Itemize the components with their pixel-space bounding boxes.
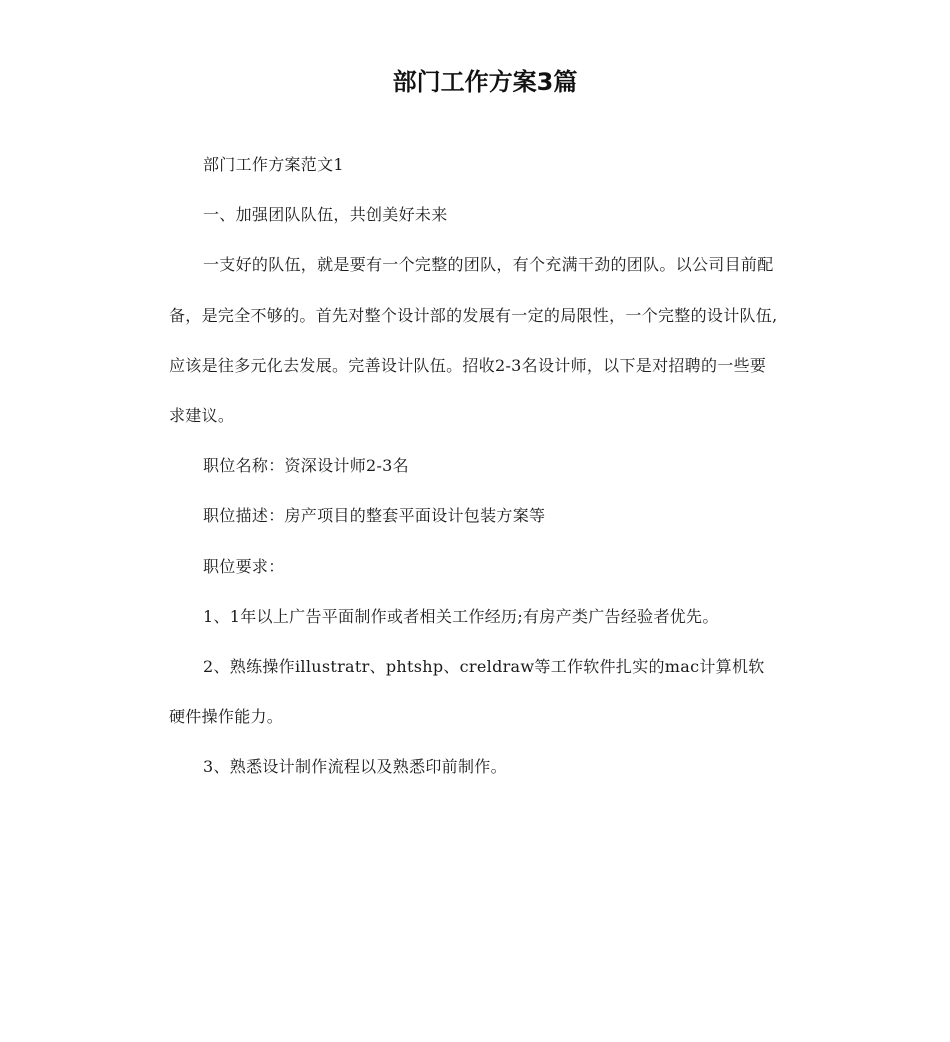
paragraph-requirement-3: 3、熟悉设计制作流程以及熟悉印前制作。 [203,757,507,777]
paragraph-job-description: 职位描述：房产项目的整套平面设计包装方案等 [203,506,546,526]
document-title: 部门工作方案3篇 [392,68,578,96]
paragraph-team-description: 一支好的队伍，就是要有一个完整的团队，有个充满干劲的团队。以公司目前配备，是完全不够的。首先对整个设计部的发展有一定的局限性，一个完整的设计队伍,应该是往多元化去发展。完善设计队伍。招收2-3名设计师，以下是对招聘的一些要求建议。 [169,255,778,426]
paragraph-section-heading: 一、加强团队队伍，共创美好未来 [203,205,448,225]
paragraph-subtitle: 部门工作方案范文1 [203,155,344,174]
paragraph-job-requirements-heading: 职位要求： [203,556,285,576]
paragraph-job-title: 职位名称：资深设计师2-3名 [203,456,409,476]
document-body [169,140,779,793]
paragraph-requirement-1: 1、1年以上广告平面制作或者相关工作经历;有房产类广告经验者优先。 [203,606,719,626]
paragraph-requirement-2: 2、熟练操作illustratr、phtshp、creldraw等工作软件扎实的mac计算机软硬件操作能力。 [169,657,765,727]
